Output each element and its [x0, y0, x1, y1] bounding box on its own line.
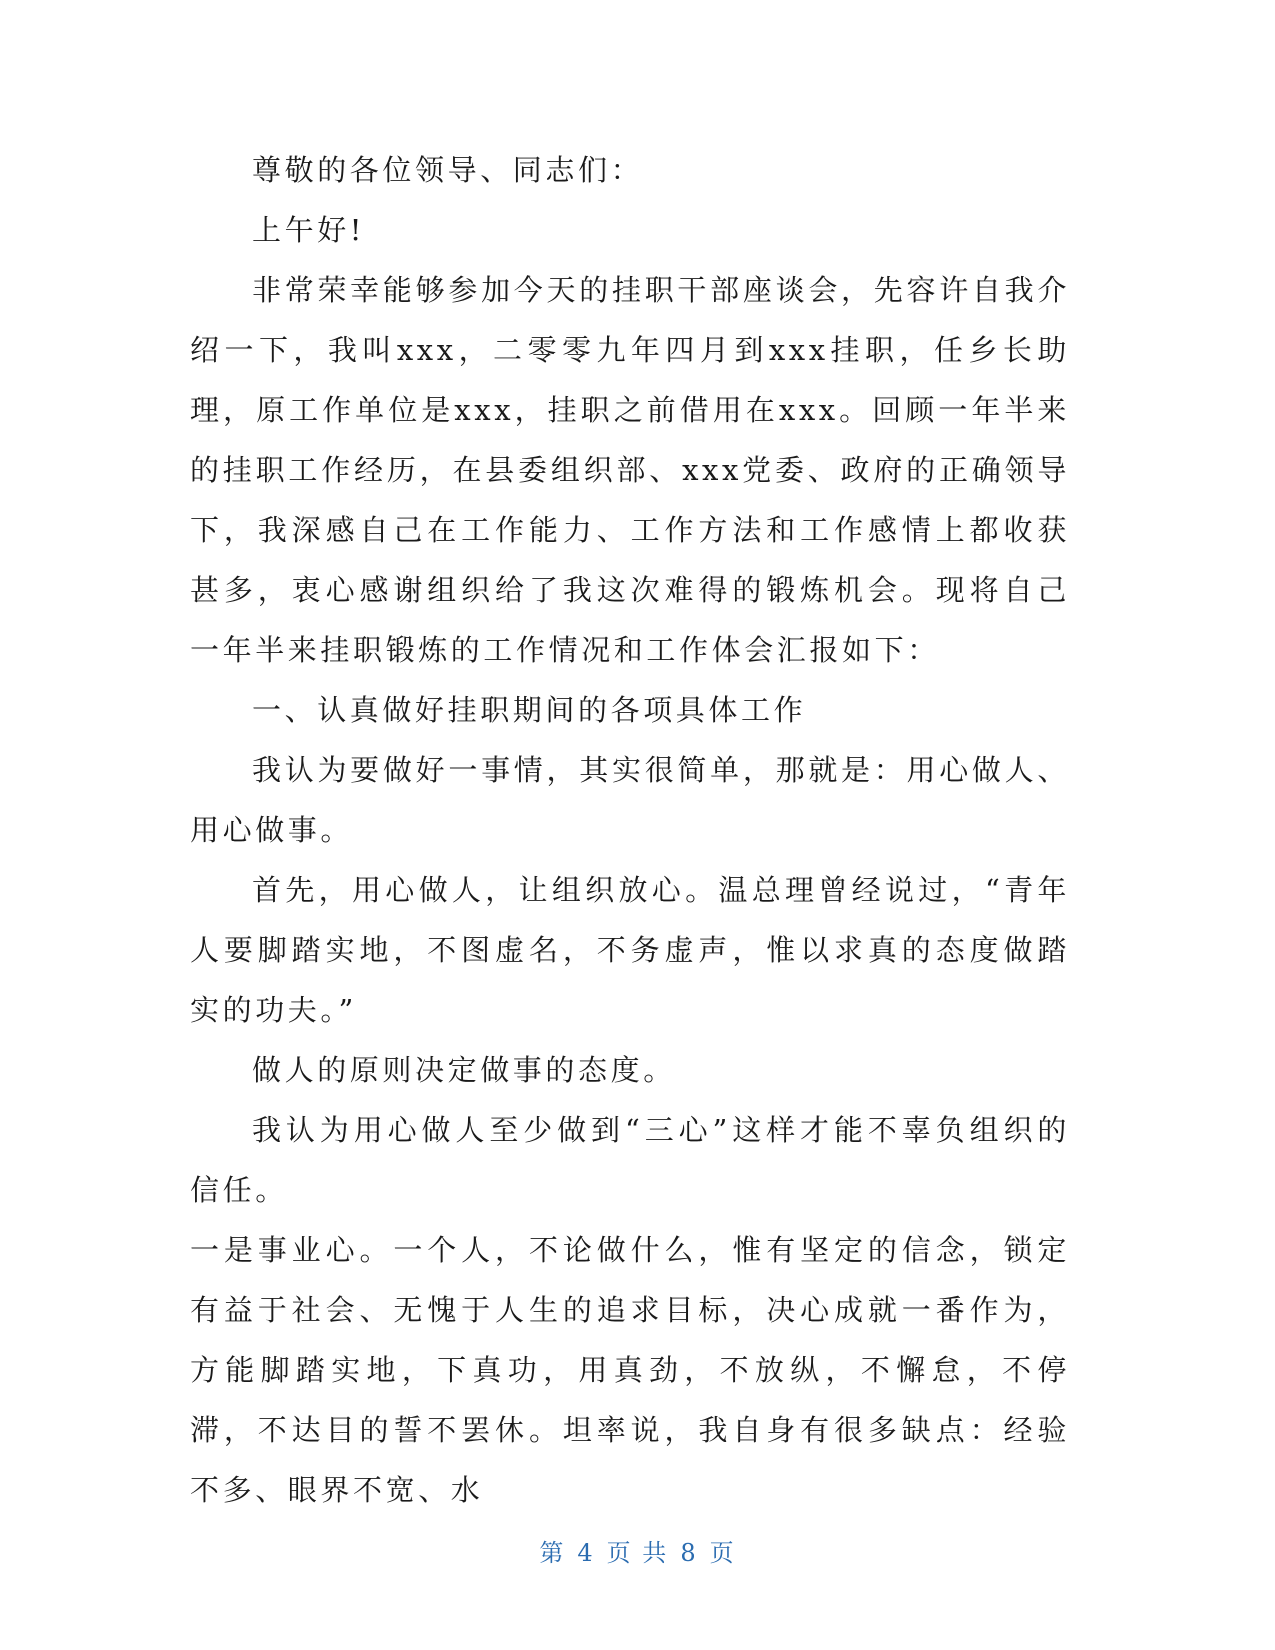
paragraph-greeting: 尊敬的各位领导、同志们： [252, 153, 644, 187]
section-heading-1: 一、认真做好挂职期间的各项具体工作 [252, 693, 807, 727]
document-body [190, 140, 1070, 1520]
paragraph-good-morning: 上午好! [252, 213, 366, 247]
paragraph-first: 首先，用心做人，让组织放心。温总理曾经说过，“青年人要脚踏实地，不图虚名，不务虚声，惟以求真的态度做踏实的功夫。” [190, 873, 1070, 1027]
paragraph-career-heart: 一是事业心。一个人，不论做什么，惟有坚定的信念，锁定有益于社会、无愧于人生的追求目标，决心成就一番作为，方能脚踏实地，下真功，用真劲，不放纵，不懈怠，不停滞，不达目的誓不罢休。坦率说，我自身有很多缺点：经验不多、眼界不宽、水 [190, 1233, 1070, 1507]
paragraph-principle: 我认为要做好一事情，其实很简单，那就是：用心做人、用心做事。 [190, 753, 1070, 847]
footer-middle: 页 共 [606, 1539, 669, 1567]
paragraph-introduction: 非常荣幸能够参加今天的挂职干部座谈会，先容许自我介绍一下，我叫xxx，二零零九年四月到xxx挂职，任乡长助理，原工作单位是xxx，挂职之前借用在xxx。回顾一年半来的挂职工作经历，在县委组织部、xxx党委、政府的正确领导下，我深感自己在工作能力、工作方法和工作感情上都收获甚多，衷心感谢组织给了我这次难得的锻炼机会。现将自己一年半来挂职锻炼的工作情况和工作体会汇报如下： [190, 273, 1070, 667]
footer-current-page: 4 [577, 1539, 595, 1567]
paragraph-attitude: 做人的原则决定做事的态度。 [252, 1053, 676, 1087]
page-footer [0, 1533, 1275, 1568]
footer-total-pages: 8 [680, 1539, 698, 1567]
paragraph-three-hearts: 我认为用心做人至少做到“三心”这样才能不辜负组织的信任。 [190, 1113, 1070, 1207]
footer-prefix: 第 [539, 1539, 566, 1567]
footer-suffix: 页 [709, 1539, 736, 1567]
